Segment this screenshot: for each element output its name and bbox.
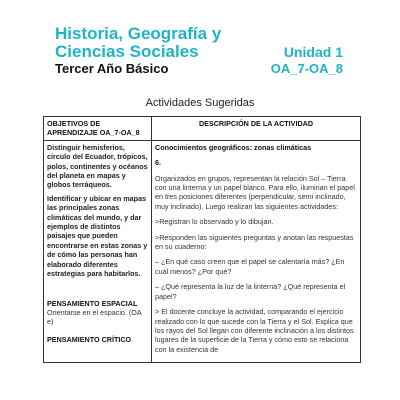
table-row bbox=[44, 140, 361, 362]
objectives-cell bbox=[44, 140, 152, 362]
skill-text: Orientarse en el espacio. (OA e) bbox=[47, 307, 142, 327]
table-header-row bbox=[44, 117, 361, 141]
activity-number: 6. bbox=[155, 158, 161, 168]
skill-label: PENSAMIENTO ESPACIAL bbox=[47, 298, 138, 308]
section-title: Actividades Sugeridas bbox=[145, 97, 255, 109]
description-column-header: DESCRIPCIÓN DE LA ACTIVIDAD bbox=[152, 117, 361, 141]
unit-label: Unidad 1 bbox=[283, 44, 343, 60]
objective-code: OA_7-OA_8 bbox=[270, 61, 343, 76]
activity-paragraph: – ¿En qué caso creen que el papel se calentaría más? ¿En cuál menos? ¿Por qué? bbox=[155, 257, 345, 276]
activities-table bbox=[43, 116, 361, 363]
grade-subtitle: Tercer Año Básico bbox=[55, 61, 169, 76]
document-title: Historia, Geografía y Ciencias Sociales bbox=[55, 24, 222, 61]
objective-text: Distinguir hemisferios, círculo del Ecuador, trópicos, polos, continentes y océanos del planeta en mapas y globos terráqueos. bbox=[47, 142, 148, 190]
activity-heading: Conocimientos geográficos: zonas climáticas bbox=[155, 142, 312, 152]
skill-label: PENSAMIENTO CRÍTICO bbox=[47, 334, 132, 344]
description-cell bbox=[152, 140, 361, 362]
activity-paragraph: Organizados en grupos, representan la relación Sol – Tierra con una linterna y un papel blanco. Para ello, iluminan el papel en tres posiciones diferentes (perpendicular, semi inclinado, muy inclinado). Luego realizan las siguientes actividades: bbox=[155, 173, 355, 211]
activity-paragraph: – ¿Qué representa la luz de la linterna? ¿Qué representa el papel? bbox=[155, 282, 346, 301]
activity-paragraph: >Registran lo observado y lo dibujan. bbox=[155, 217, 274, 227]
activity-paragraph: > El docente concluye la actividad, comparando el ejercicio realizado con lo que sucede con la Tierra y el Sol. Explica que los rayos del Sol llegan con diferente inclinación a los distintos lugares de la superficie de la Tierra y cómo esto se relaciona con la existencia de bbox=[155, 307, 354, 354]
activity-paragraph: >Responden las siguientes preguntas y anotan las respuestas en su cuaderno: bbox=[155, 232, 354, 252]
objective-text: Identificar y ubicar en mapas las principales zonas climáticas del mundo, y dar ejemplos de distintos paisajes que pueden encontrarse en estas zonas y de cómo las personas han elaborado diferentes estrategias para habitarlos. bbox=[47, 193, 148, 279]
objectives-column-header: OBJETIVOS DE APRENDIZAJE OA_7-OA_8 bbox=[44, 117, 152, 141]
